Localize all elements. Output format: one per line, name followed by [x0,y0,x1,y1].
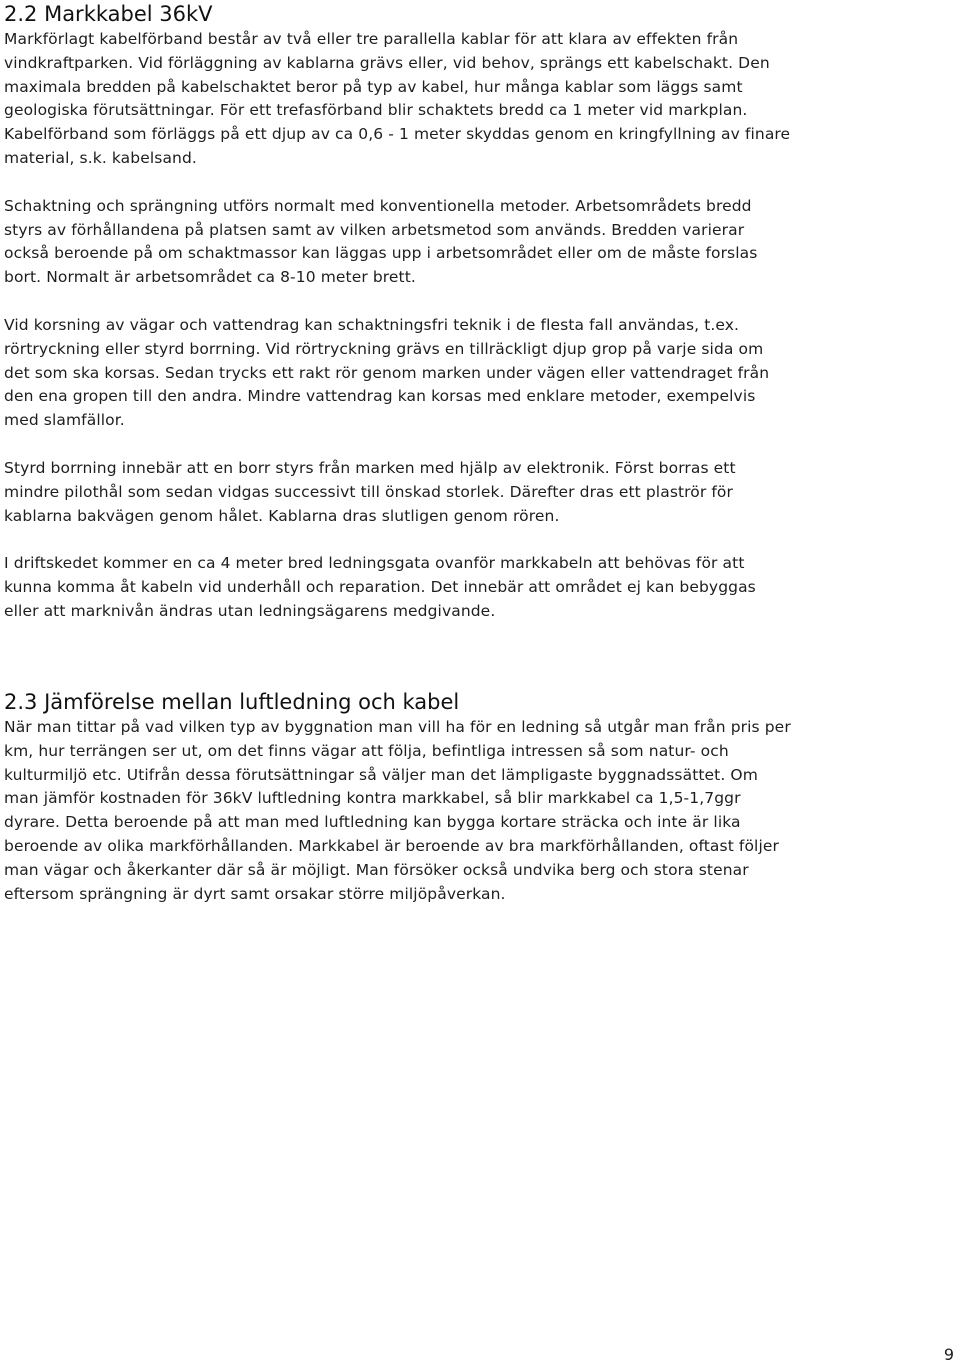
section-markkabel [4,0,794,624]
paragraph: Markförlagt kabelförband består av två eller tre parallella kablar för att klara av effekten från vindkraftparken. Vid förläggning av kablarna grävs eller, vid behov, sprängs ett kabelschakt. Den maximala bredden på kabelschaktet beror på typ av kabel, hur många kablar som läggs samt geologiska förutsättningar. För ett trefasförband blir schaktets bredd ca 1 meter vid markplan. Kabelförband som förläggs på ett djup av ca 0,6 - 1 meter skyddas genom en kringfyllning av finare material, s.k. kabelsand. [4,30,791,167]
paragraph: Vid korsning av vägar och vattendrag kan schaktningsfri teknik i de flesta fall användas, t.ex. rörtryckning eller styrd borrning. Vid rörtryckning grävs en tillräckligt djup grop på varje sida om det som ska korsas. Sedan trycks ett rakt rör genom marken under vägen eller vattendraget från den ena gropen till den andra. Mindre vattendrag kan korsas med enklare metoder, exempelvis med slamfällor. [4,315,770,430]
page-number: 9 [943,1345,954,1364]
paragraph: Styrd borrning innebär att en borr styrs från marken med hjälp av elektronik. Först borras ett mindre pilothål som sedan vidgas successivt till önskad storlek. Därefter dras ett plaströr för kablarna bakvägen genom hålet. Kablarna dras slutligen genom rören. [4,458,736,525]
paragraph: När man tittar på vad vilken typ av byggnation man vill ha för en ledning så utgår man från pris per km, hur terrängen ser ut, om det finns vägar att följa, befintliga intressen så som natur- och kulturmiljö etc. Utifrån dessa förutsättningar så väljer man det lämpligaste byggnadssättet. Om man jämför kostnaden för 36kV luftledning kontra markkabel, så blir markkabel ca 1,5-1,7ggr dyrare. Detta beroende på att man med luftledning kan bygga kortare sträcka och inte är lika beroende av olika markförhållanden. Markkabel är beroende av bra markförhållanden, oftast följer man vägar och åkerkanter där så är möjligt. Man försöker också undvika berg och stora stenar eftersom sprängning är dyrt samt orsakar större miljöpåverkan. [4,718,791,903]
paragraph: I driftskedet kommer en ca 4 meter bred ledningsgata ovanför markkabeln att behövas för att kunna komma åt kabeln vid underhåll och reparation. Det innebär att området ej kan bebyggas eller att marknivån ändras utan ledningsägarens medgivande. [4,554,756,620]
section-heading: 2.3 Jämförelse mellan luftledning och kabel [4,690,460,714]
paragraph: Schaktning och sprängning utförs normalt med konventionella metoder. Arbetsområdets bredd styrs av förhållandena på platsen samt av vilken arbetsmetod som används. Bredden varierar också beroende på om schaktmassor kan läggas upp i arbetsområdet eller om de måste forslas bort. Normalt är arbetsområdet ca 8-10 meter brett. [4,196,758,287]
section-heading: 2.2 Markkabel 36kV [4,2,213,26]
section-jamforelse [4,688,794,906]
